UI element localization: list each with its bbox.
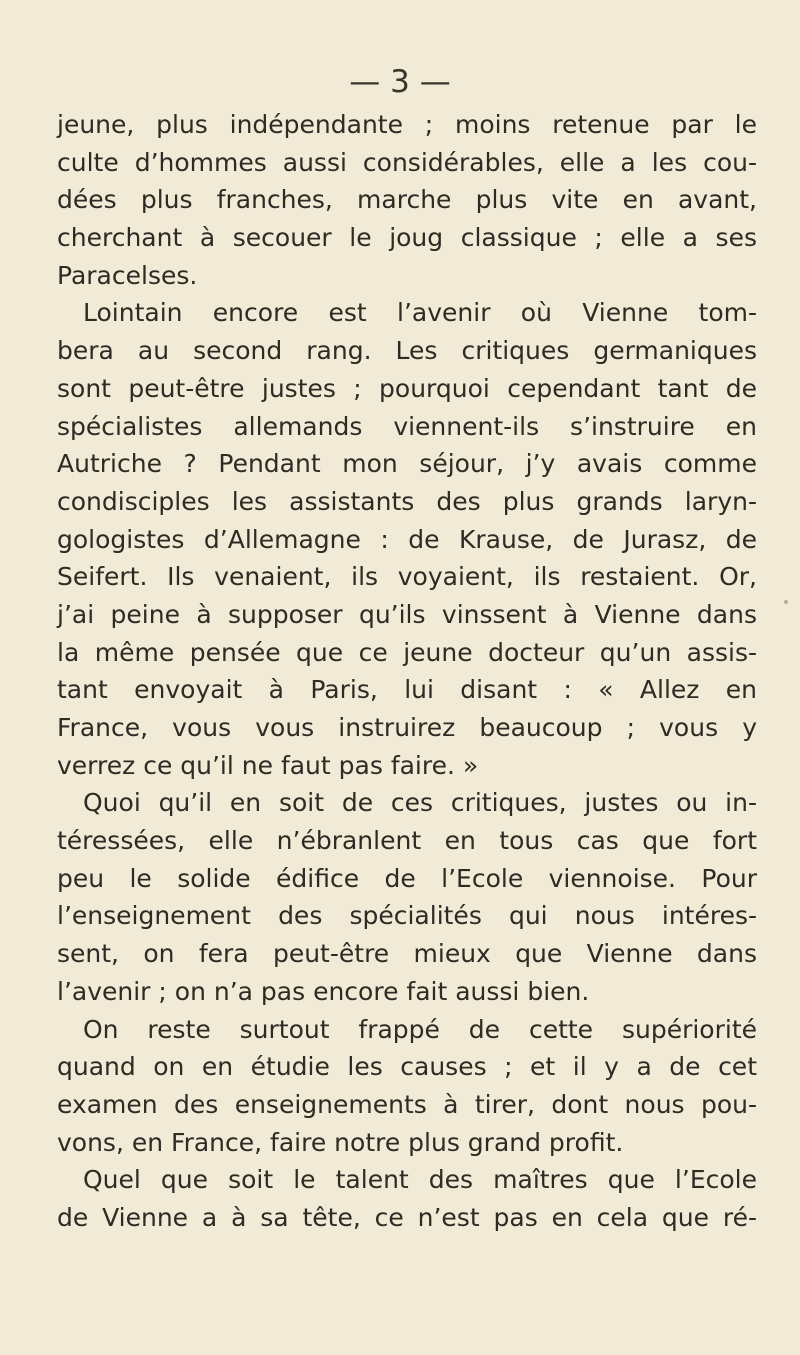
text-line: jeune, plus indépendante ; moins retenue par le — [57, 110, 757, 139]
text-line: verrez ce qu’il ne faut pas faire. » — [57, 750, 479, 780]
text-line: On reste surtout frappé de cette supériorité — [83, 1014, 757, 1044]
text-line: j’ai peine à supposer qu’ils vinssent à Vienne dans — [57, 599, 757, 629]
text-line: l’avenir ; on n’a pas encore fait aussi bien. — [57, 976, 590, 1006]
text-line: Quel que soit le talent des maîtres que l’Ecole — [83, 1165, 757, 1195]
text-line: sont peut-être justes ; pourquoi cependant tant de — [57, 373, 757, 403]
text-line: condisciples les assistants des plus grands laryn- — [57, 486, 757, 516]
page-number: — 3 — — [349, 64, 451, 100]
text-line: Seifert. Ils venaient, ils voyaient, ils restaient. Or, — [57, 562, 757, 592]
text-line: de Vienne a à sa tête, ce n’est pas en cela que ré- — [57, 1202, 757, 1232]
text-line: France, vous vous instruirez beaucoup ; vous y — [57, 713, 757, 742]
text-line: Paracelses. — [57, 260, 198, 290]
text-line: l’enseignement des spécialités qui nous intéres- — [57, 901, 757, 931]
text-line: téressées, elle n’ébranlent en tous cas que fort — [57, 826, 757, 856]
text-line: quand on en étudie les causes ; et il y a de cet — [57, 1052, 757, 1082]
text-line: Lointain encore est l’avenir où Vienne tom- — [83, 298, 757, 328]
text-line: Autriche ? Pendant mon séjour, j’y avais comme — [57, 449, 757, 479]
text-line: tant envoyait à Paris, lui disant : « Allez en — [57, 675, 757, 705]
text-line: bera au second rang. Les critiques germaniques — [57, 336, 757, 366]
text-line: sent, on fera peut-être mieux que Vienne dans — [57, 939, 757, 969]
text-line: spécialistes allemands viennent-ils s’instruire en — [57, 411, 757, 441]
text-line: cherchant à secouer le joug classique ; elle a ses — [57, 223, 757, 253]
text-line: gologistes d’Allemagne : de Krause, de Jurasz, de — [57, 524, 757, 554]
text-line: dées plus franches, marche plus vite en avant, — [57, 185, 757, 215]
text-line: la même pensée que ce jeune docteur qu’un assis- — [57, 637, 757, 667]
body-text — [57, 106, 757, 1237]
text-line: culte d’hommes aussi considérables, elle a les cou- — [57, 147, 757, 177]
page-speck — [784, 600, 788, 604]
text-line: peu le solide édifice de l’Ecole viennoise. Pour — [57, 863, 757, 893]
text-line: examen des enseignements à tirer, dont nous pou- — [57, 1089, 757, 1119]
text-line: vons, en France, faire notre plus grand profit. — [57, 1127, 624, 1157]
text-line: Quoi qu’il en soit de ces critiques, justes ou in- — [83, 788, 757, 818]
